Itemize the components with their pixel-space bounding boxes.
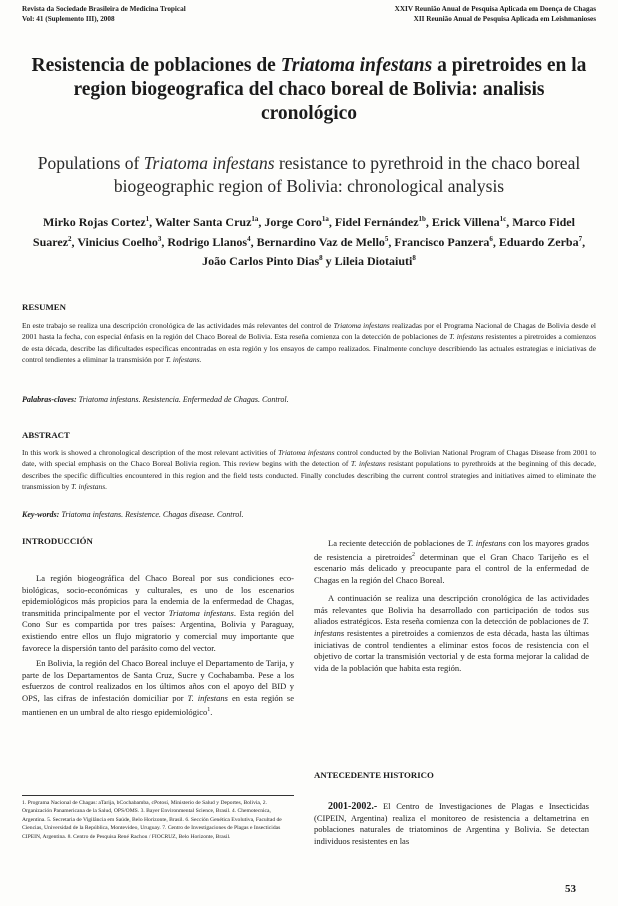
right-column (314, 538, 589, 674)
author-affiliation-marker: 1 (145, 215, 150, 223)
author-affiliation-marker: 1a (321, 215, 329, 223)
abstract-keywords: Key-words: Triatoma infestans. Resistence. Chagas disease. Control. (22, 510, 244, 519)
intro-paragraph: La región biogeográfica del Chaco Boreal por sus condiciones eco-biológicas, socio-económicas y culturales, es uno de los escenarios epidemiológicos más propicios para la endemia de la enfermedad de Chagas, transmitida principalmente por el vector Triatoma infestans. Esta región del Cono Sur es compartida por tres países: Argentina, Bolivia y Paraguay, existiendo entre ellos un flujo migratorio y comercial muy importante que favorece la dispersión tanto del parásito como del vector. (22, 573, 294, 653)
journal-name: Revista da Sociedade Brasileira de Medicina Tropical (22, 5, 186, 13)
intro-heading: INTRODUCCIÓN (22, 536, 93, 546)
author-name: Eduardo Zerba (498, 234, 579, 249)
author-affiliation-marker: 6 (489, 234, 493, 243)
right-column-continued (314, 801, 589, 847)
resumen-heading: RESUMEN (22, 302, 66, 312)
author-name: Vinicius Coelho (77, 234, 158, 249)
meeting-name-leishmaniasis: XII Reunião Anual de Pesquisa Aplicada em Leishmanioses (413, 15, 596, 23)
author-name: Walter Santa Cruz (154, 215, 252, 229)
body-paragraph: La reciente detección de poblaciones de T. infestans con los mayores grados de resistencia a piretroides$^2$ determinan que el Gran Chaco Tarijeño es el escenario más delicado y preocupante para el control de la enfermedad de Chagas en la región del Chaco Boreal. (314, 538, 589, 585)
antecedente-heading: ANTECEDENTE HISTORICO (314, 770, 434, 780)
running-header-left (22, 4, 186, 24)
species-name: Triatoma infestans (280, 55, 433, 76)
author-affiliation-marker: 1b (418, 215, 426, 223)
abstract-body: In this work is showed a chronological description of the most relevant activities of Triatoma infestans control conducted by the Bolivian National Program of Chagas Disease from 2001 to date, with special emphasis on the Chaco Boreal Bolivia region. This review begins with the detection of T. infestans resistant populations to pyrethroids at the beginning of this decade, describes the specific difficulties encountered in this region and the field tests conducted. Finally concludes describing the current control strategies and initiatives aimed to eliminate the transmission by T. infestans. (22, 448, 596, 491)
left-column (22, 573, 294, 718)
author-affiliation-marker: 1a (251, 215, 259, 223)
author-name: Fidel Fernández (334, 215, 419, 229)
author-name: Jorge Coro (264, 215, 322, 229)
meeting-name-chagas: XXIV Reunião Anual de Pesquisa Aplicada em Doença de Chagas (394, 5, 596, 13)
author-name: Lileia Diotaiuti (334, 254, 413, 268)
author-affiliation-marker: 3 (157, 234, 162, 243)
title-english: Populations of Triatoma infestans resistance to pyrethroid in the chaco boreal biogeographic region of Bolivia: chronological analysis (37, 153, 581, 196)
journal-volume: Vol: 41 (Suplemento III), 2008 (22, 15, 115, 23)
resumen-keywords: Palabras-claves: Triatoma infestans. Resistencia. Enfermedad de Chagas. Control. (22, 395, 289, 404)
intro-paragraph: En Bolivia, la región del Chaco Boreal incluye el Departamento de Tarija, y parte de los Departamentos de Santa Cruz, Sucre y Cochabamba. Pese a los esfuerzos de control realizados en los últimos años con el apoyo del BID y OPS, las cifras de infestación domiciliar por T. infestans en esta región se mantienen en un umbral de alto riesgo epidemiológico$^1$. (22, 658, 294, 717)
body-paragraph: A continuación se realiza una descripción cronológica de las actividades más relevantes que Bolivia ha desarrollado con participación de todos sus aliados estratégicos. Esta reseña comienza con la detección de poblaciones de T. infestans resistentes a piretroides a comienzos de esta década, hasta las últimas iniciativas de control tendientes a eliminar estos focos de resistencia con el objetivo de cortar la transmisión vectorial y de esta forma mejorar la calidad de vida de la población que habita esta región. (314, 593, 589, 673)
author-name: Francisco Panzera (394, 234, 490, 249)
author-name: João Carlos Pinto Dias (202, 254, 320, 268)
author-name: Mirko Rojas Cortez (43, 215, 146, 229)
author-name: Marco Fidel Suarez (32, 215, 575, 249)
author-name: Erick Villena (431, 215, 500, 229)
author-list: Mirko Rojas Cortez$^1$, Walter Santa Cruz$^{1a}$, Jorge Coro$^{1a}$, Fidel Fernández$^{1b}$, Erick Villena$^{1c}$, Marco Fidel Suarez$^2$, Vinicius Coelho$^3$, Rodrigo Llanos$^4$, Bernardino Vaz de Mello$^5$, Francisco Panzera$^6$, Eduardo Zerba$^7$, João Carlos Pinto Dias$^8$ y Lileia Diotaiuti$^8$ (32, 215, 586, 268)
affiliations-footnote: 1. Programa Nacional de Chagas: aTarija, bCochabamba, cPotosí, Ministerio de Salud y Deportes, Bolivia, 2. Organización Panamericana de la Salud, OPS/OMS. 3. Bayer Environmental Science, Brasil. 4. Chemotecnica, Argentina. 5. Secretaria de Vigilância em Saúde, Belo Horizonte, Brasil. 6. Sección Genética Evolutiva, Facultad de Ciencias, Universidad de la República, Montevideo, Uruguay. 7. Centro de Investigaciones de Plagas e Insecticidas CIPEIN, Argentina. 8. Centro de Pesquisa René Rachou / FIOCRUZ, Belo Horizonte, Brasil. (22, 795, 294, 841)
resumen-body: En este trabajo se realiza una descripción cronológica de las actividades más relevantes del control de Triatoma infestans realizadas por el Programa Nacional de Chagas de Bolivia desde el 2001 hasta la fecha, con especial énfasis en la región del Chaco Boreal de Bolivia. Esta reseña comienza con la detección de poblaciones de T. infestans resistentes a piretroides a comienzos de esta década, describe las dificultades específicas encontradas en esta región y los ensayos de campo realizados. Finalmente concluye describiendo las actuales estrategias e iniciativas de control tendientes a eliminar la transmisión por T. infestans. (22, 321, 596, 364)
author-affiliation-marker: 4 (247, 234, 251, 243)
author-affiliation-marker: 8 (412, 254, 416, 262)
author-affiliation-marker: 1c (499, 215, 507, 223)
body-paragraph: 2001-2002.- El Centro de Investigaciones de Plagas e Insecticidas (CIPEIN, Argentina) realiza el monitoreo de resistencia a deltametrina en poblaciones naturales de triatominos de Argentina y Bolivia. Se detectan individuos resistentes en las (314, 801, 589, 846)
title-spanish: Resistencia de poblaciones de Triatoma infestans a piretroides en la region biogeografica del chaco boreal de Bolivia: analisis cronológico (31, 55, 587, 124)
author-affiliation-marker: 7 (578, 234, 583, 243)
running-header-right (395, 4, 596, 24)
author-affiliation-marker: 2 (68, 234, 72, 243)
species-name: Triatoma infestans (143, 153, 275, 173)
author-affiliation-marker: 8 (319, 254, 323, 262)
author-affiliation-marker: 5 (384, 234, 389, 243)
author-name: Rodrigo Llanos (167, 234, 248, 249)
abstract-heading: ABSTRACT (22, 430, 70, 440)
page-number: 53 (565, 883, 576, 895)
author-name: Bernardino Vaz de Mello (256, 234, 385, 249)
